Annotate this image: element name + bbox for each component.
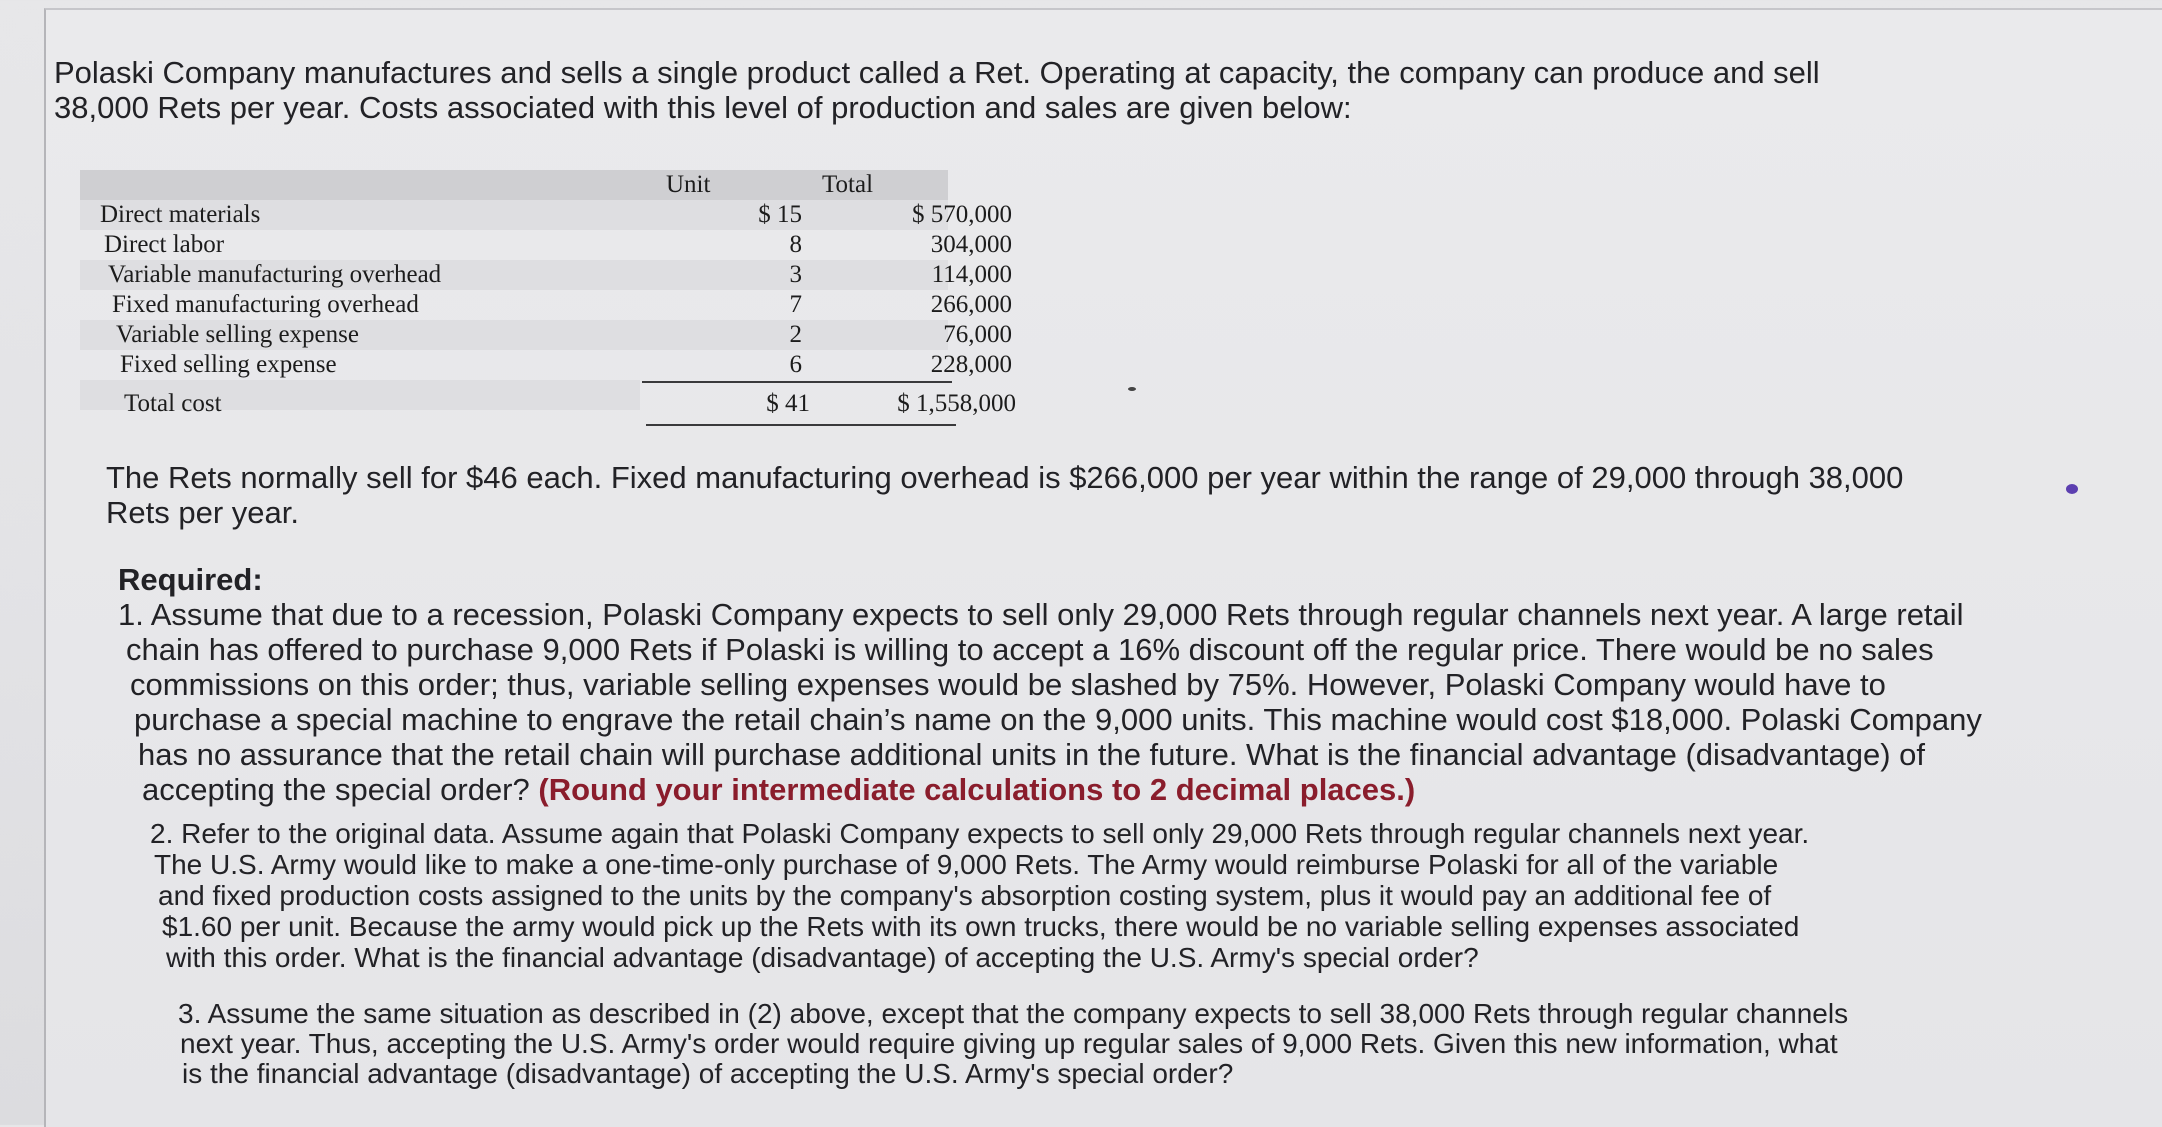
row-unit-fixed-mfg-overhead: 7 bbox=[789, 291, 802, 318]
question-2-line: with this order. What is the financial advantage (disadvantage) of accepting the U.S. Army's special order? bbox=[166, 942, 1479, 973]
row-total-variable-selling: 76,000 bbox=[943, 321, 1012, 348]
required-section bbox=[118, 562, 1982, 807]
question-2-line: and fixed production costs assigned to the units by the company's absorption costing system, plus it would pay an additional fee of bbox=[158, 880, 1772, 911]
row-label-total-cost: Total cost bbox=[124, 390, 222, 417]
unit-column-header: Unit bbox=[666, 171, 711, 198]
question-1-line: accepting the special order? bbox=[142, 772, 530, 807]
row-total-fixed-mfg-overhead: 266,000 bbox=[930, 291, 1012, 318]
question-1-line: has no assurance that the retail chain will purchase additional units in the future. What is the financial advantage (disadvantage) of bbox=[138, 737, 1926, 772]
row-unit-variable-mfg-overhead: 3 bbox=[789, 261, 802, 288]
subtotal-rule bbox=[642, 381, 952, 383]
question-2-line: $1.60 per unit. Because the army would pick up the Rets with its own trucks, there would be no variable selling expenses associated bbox=[162, 911, 1800, 942]
question-1-line: chain has offered to purchase 9,000 Rets if Polaski is willing to accept a 16% discount off the regular price. There would be no sales bbox=[126, 632, 1934, 667]
question-1-line: 1. Assume that due to a recession, Polaski Company expects to sell only 29,000 Rets through regular channels next year. A large retail bbox=[118, 597, 1964, 632]
question-2-line: 2. Refer to the original data. Assume again that Polaski Company expects to sell only 29,000 Rets through regular channels next year. bbox=[150, 818, 1810, 849]
required-heading: Required: bbox=[118, 562, 263, 597]
note-line: The Rets normally sell for $46 each. Fixed manufacturing overhead is $266,000 per year within the range of 29,000 through 38,000 bbox=[106, 460, 1904, 495]
question-3-line: is the financial advantage (disadvantage) of accepting the U.S. Army's special order? bbox=[182, 1058, 1234, 1089]
question-2-line: The U.S. Army would like to make a one-time-only purchase of 9,000 Rets. The Army would reimburse Polaski for all of the variable bbox=[154, 849, 1779, 880]
row-unit-total-cost: $ 41 bbox=[766, 390, 810, 417]
question-3 bbox=[178, 999, 1848, 1089]
total-rule bbox=[646, 424, 956, 426]
intro-line: 38,000 Rets per year. Costs associated with this level of production and sales are given below: bbox=[54, 90, 1352, 125]
question-1-line: commissions on this order; thus, variable selling expenses would be slashed by 75%. However, Polaski Company would have to bbox=[130, 667, 1886, 702]
question-3-line: 3. Assume the same situation as described in (2) above, except that the company expects to sell 38,000 Rets through regular channels bbox=[178, 998, 1849, 1029]
row-total-variable-mfg-overhead: 114,000 bbox=[931, 261, 1012, 288]
intro-paragraph bbox=[54, 55, 1820, 125]
question-2 bbox=[150, 818, 1809, 973]
paper-speck bbox=[1128, 387, 1136, 391]
row-total-direct-labor: 304,000 bbox=[930, 231, 1012, 258]
header-shade bbox=[80, 170, 948, 200]
row-label-direct-labor: Direct labor bbox=[104, 231, 225, 258]
row-label-variable-mfg-overhead: Variable manufacturing overhead bbox=[108, 261, 442, 288]
paper-speck bbox=[2066, 484, 2078, 494]
intro-line: Polaski Company manufactures and sells a single product called a Ret. Operating at capacity, the company can produce and sell bbox=[54, 55, 1820, 90]
row-label-variable-selling: Variable selling expense bbox=[116, 321, 359, 348]
total-column-header: Total bbox=[822, 171, 874, 198]
selling-price-note bbox=[106, 460, 1903, 530]
row-unit-direct-materials: $ 15 bbox=[758, 201, 802, 228]
row-label-direct-materials: Direct materials bbox=[100, 201, 261, 228]
row-unit-fixed-selling: 6 bbox=[789, 351, 802, 378]
row-unit-direct-labor: 8 bbox=[789, 231, 802, 258]
row-total-total-cost: $ 1,558,000 bbox=[897, 390, 1016, 417]
row-total-direct-materials: $ 570,000 bbox=[912, 201, 1012, 228]
row-unit-variable-selling: 2 bbox=[789, 321, 802, 348]
rounding-instruction: (Round your intermediate calculations to 2 decimal places.) bbox=[538, 772, 1416, 807]
question-3-line: next year. Thus, accepting the U.S. Army's order would require giving up regular sales of 9,000 Rets. Given this new information, what bbox=[180, 1028, 1838, 1059]
row-total-fixed-selling: 228,000 bbox=[930, 351, 1012, 378]
note-line: Rets per year. bbox=[106, 495, 299, 530]
row-label-fixed-mfg-overhead: Fixed manufacturing overhead bbox=[112, 291, 419, 318]
question-1-line: purchase a special machine to engrave the retail chain’s name on the 9,000 units. This machine would cost $18,000. Polaski Company bbox=[134, 702, 1982, 737]
cost-table bbox=[80, 170, 1016, 432]
row-label-fixed-selling: Fixed selling expense bbox=[120, 351, 337, 378]
